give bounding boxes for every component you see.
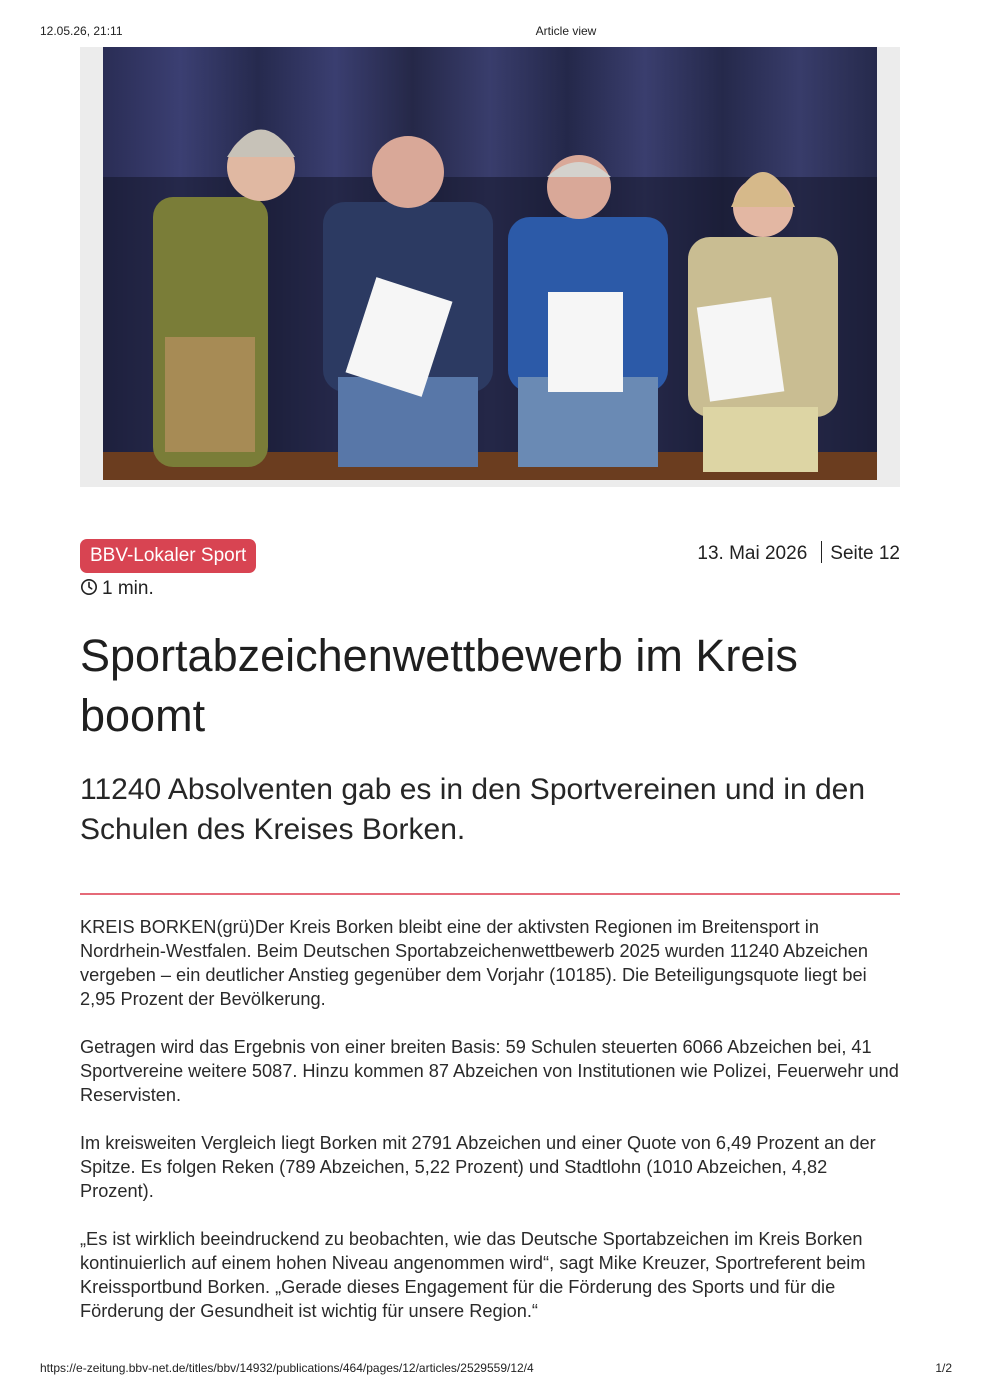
body-paragraph: Getragen wird das Ergebnis von einer breiten Basis: 59 Schulen steuerten 6066 Abzeichen bei, 41 Sportvereine weitere 5087. Hinzu kommen 87 Abzeichen von Institutionen wie Polizei, Feuerwehr und Reservisten. [80, 1037, 899, 1105]
photo-illustration [103, 47, 877, 480]
article-photo [80, 47, 900, 487]
clock-icon [80, 578, 98, 596]
article-body [80, 915, 902, 1347]
article-meta [80, 539, 900, 609]
print-title: Article view [535, 24, 597, 38]
page-number: Seite 12 [830, 543, 900, 564]
article-headline: Sportabzeichenwettbewerb im Kreis boomt [80, 630, 798, 741]
body-paragraph: KREIS BORKEN(grü)Der Kreis Borken bleibt eine der aktivsten Regionen im Breitensport in Nordrhein-Westfalen. Beim Deutschen Sportabzeichenwettbewerb 2025 wurden 11240 Abzeichen vergeben – ein deutlicher Anstieg gegenüber dem Vorjahr (10185). Die Beteiligungsquote liegt bei 2,95 Prozent der Bevölkerung. [80, 917, 868, 1009]
category-badge[interactable]: BBV-Lokaler Sport [80, 539, 256, 573]
read-time-label: 1 min. [102, 578, 154, 599]
print-page-count: 1/2 [935, 1361, 952, 1375]
print-timestamp: 12.05.26, 21:11 [40, 24, 123, 38]
divider [80, 893, 900, 895]
date-page [697, 541, 900, 567]
separator [821, 541, 822, 563]
print-url[interactable]: https://e-zeitung.bbv-net.de/titles/bbv/14932/publications/464/pages/12/articles/2529559/12/4 [40, 1361, 534, 1375]
body-paragraph: „Es ist wirklich beeindruckend zu beobachten, wie das Deutsche Sportabzeichen im Kreis Borken kontinuierlich auf einem hohen Niveau angenommen wird“, sagt Mike Kreuzer, Sportreferent beim Kreissportbund Borken. „Gerade dieses Engagement für die Förderung des Sports und für die Förderung der Gesundheit ist wichtig für unsere Region.“ [80, 1229, 866, 1321]
publication-date: 13. Mai 2026 [697, 543, 808, 564]
print-footer [0, 1361, 989, 1379]
print-header [0, 24, 989, 42]
body-paragraph: Im kreisweiten Vergleich liegt Borken mit 2791 Abzeichen und einer Quote von 6,49 Prozent an der Spitze. Es folgen Reken (789 Abzeichen, 5,22 Prozent) und Stadtlohn (1010 Abzeichen, 4,82 Prozent). [80, 1133, 876, 1201]
article-subheadline: 11240 Absolventen gab es in den Sportvereinen und in den Schulen des Kreises Borken. [80, 773, 866, 846]
read-time [80, 577, 154, 601]
